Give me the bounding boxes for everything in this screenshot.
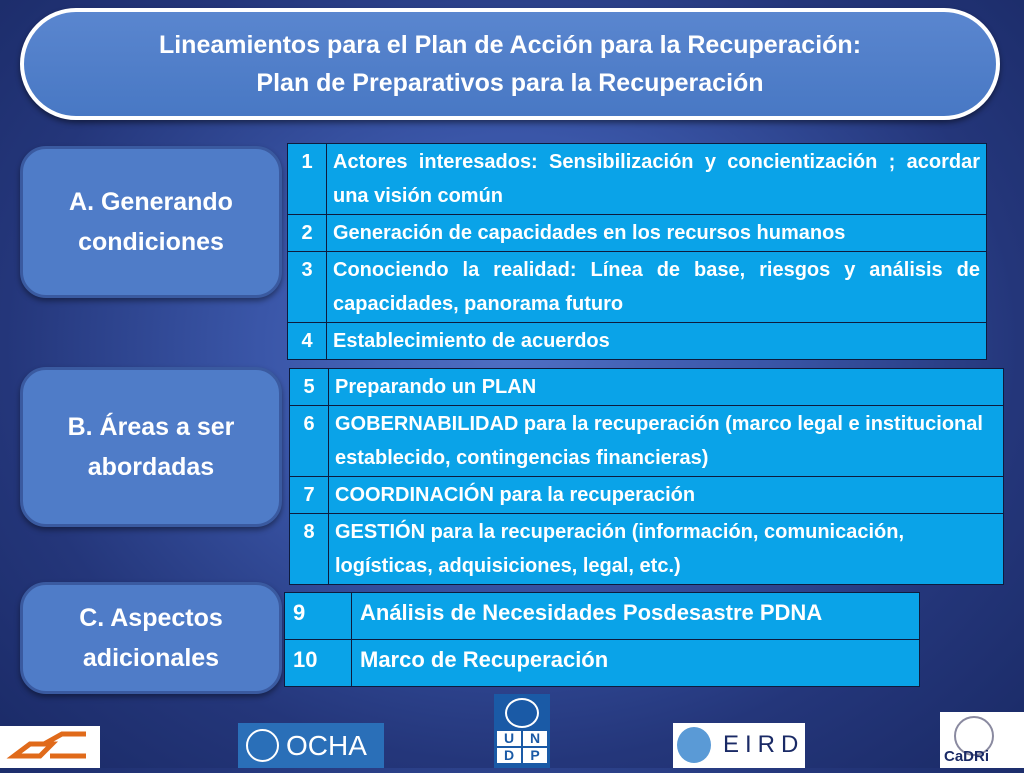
slide-title (20, 8, 1000, 120)
row-number: 8 (290, 514, 329, 585)
undp-logo (494, 694, 550, 768)
row-number: 9 (285, 593, 352, 640)
section-label-b (20, 367, 282, 527)
undp-letter: N (523, 731, 547, 746)
title-line-2: Plan de Preparativos para la Recuperación (256, 69, 764, 97)
section-c-line-1: C. Aspectos (79, 604, 223, 632)
row-number: 6 (290, 406, 329, 477)
orange-emblem-icon (0, 726, 100, 768)
row-text: Establecimiento de acuerdos (327, 323, 987, 360)
cadri-logo (940, 712, 1024, 768)
section-a-line-1: A. Generando (69, 188, 233, 216)
undp-letter: U (497, 731, 521, 746)
row-text: GOBERNABILIDAD para la recuperación (marco legal e institucional establecido, contingencias financieras) (329, 406, 1004, 477)
cadri-text: CaDRi (944, 748, 990, 765)
ocha-logo (238, 723, 384, 768)
table-b (289, 368, 1004, 585)
eird-text: EIRD (723, 731, 805, 758)
row-number: 1 (288, 144, 327, 215)
row-number: 2 (288, 215, 327, 252)
row-number: 4 (288, 323, 327, 360)
section-label-a (20, 146, 282, 298)
table-row (288, 144, 987, 215)
partner-logo-orange (0, 726, 100, 768)
row-text: Generación de capacidades en los recursos humanos (327, 215, 987, 252)
section-b-line-1: B. Áreas a ser (67, 413, 235, 441)
table-row (285, 593, 920, 640)
eird-logo (673, 723, 805, 768)
table-row (285, 640, 920, 687)
table-row (290, 514, 1004, 585)
table-row (290, 369, 1004, 406)
table-row (288, 252, 987, 323)
row-text: COORDINACIÓN para la recuperación (329, 477, 1004, 514)
table-row (290, 477, 1004, 514)
section-a-line-2: condiciones (78, 228, 224, 256)
table-row (290, 406, 1004, 477)
table-c (284, 592, 920, 687)
undp-letter: D (497, 748, 521, 763)
row-text: Análisis de Necesidades Posdesastre PDNA (352, 593, 920, 640)
title-line-1: Lineamientos para el Plan de Acción para la Recuperación: (158, 31, 862, 59)
table-a (287, 143, 987, 360)
section-label-c (20, 582, 282, 694)
row-number: 10 (285, 640, 352, 687)
ocha-text: OCHA (286, 730, 367, 761)
section-b-line-2: abordadas (87, 453, 215, 481)
un-emblem-icon (677, 727, 711, 763)
un-emblem-icon (505, 698, 539, 728)
row-text: Marco de Recuperación (352, 640, 920, 687)
row-text: Preparando un PLAN (329, 369, 1004, 406)
row-number: 5 (290, 369, 329, 406)
row-number: 7 (290, 477, 329, 514)
table-row (288, 323, 987, 360)
row-text: GESTIÓN para la recuperación (información, comunicación, logísticas, adquisiciones, legal, etc.) (329, 514, 1004, 585)
row-text: Conociendo la realidad: Línea de base, riesgos y análisis de capacidades, panorama futuro (327, 252, 987, 323)
undp-letter: P (523, 748, 547, 763)
section-c-line-2: adicionales (82, 644, 220, 672)
table-row (288, 215, 987, 252)
row-text: Actores interesados: Sensibilización y concientización ; acordar una visión común (327, 144, 987, 215)
un-emblem-icon (246, 729, 279, 762)
row-number: 3 (288, 252, 327, 323)
